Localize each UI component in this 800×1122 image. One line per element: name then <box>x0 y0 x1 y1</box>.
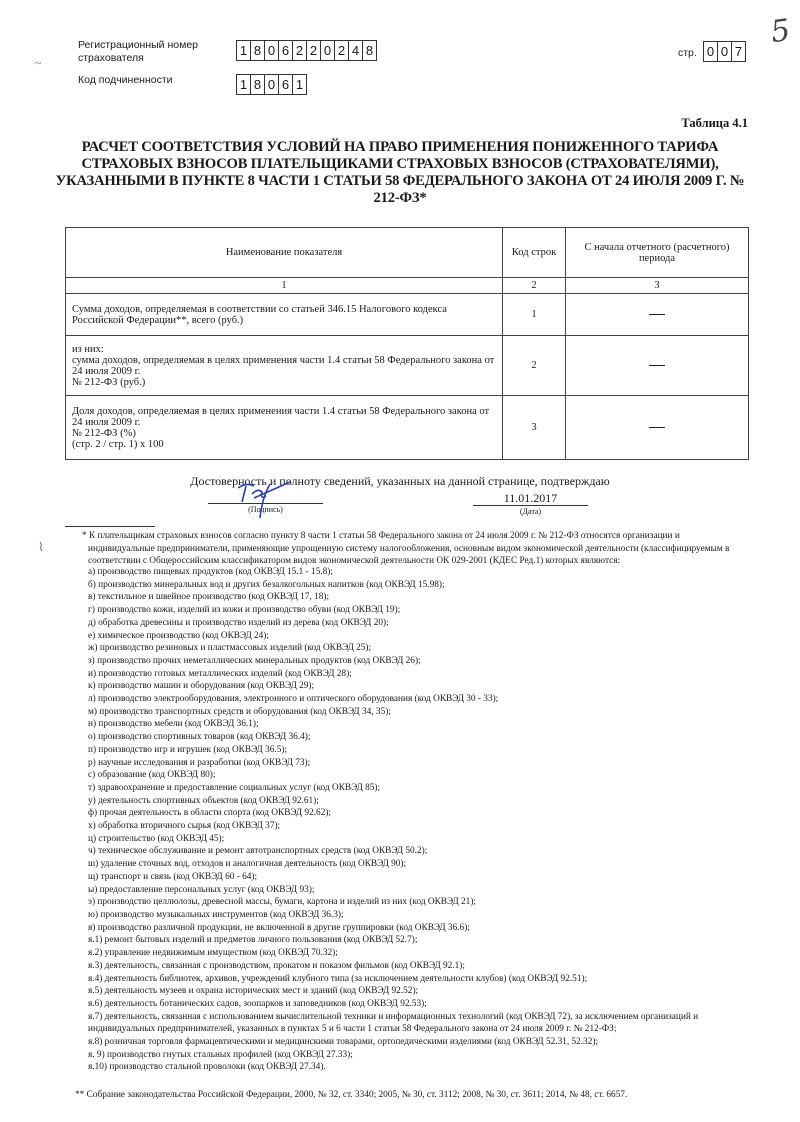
digit-cell: 1 <box>237 75 251 94</box>
okved-list-item: ф) прочая деятельность в области спорта (код ОКВЭД 92.62); <box>88 808 332 819</box>
table-row <box>66 396 749 460</box>
header-period-value: С начала отчетного (расчетного) периода <box>566 228 749 278</box>
footnote-secondary: ** Собрание законодательства Российской Федерации, 2000, № 32, ст. 3340; 2005, № 30, ст. 3112; 2008, № 30, ст. 3611; 2014, № 48, ст. 6657. <box>75 1090 628 1100</box>
okved-list-item: у) деятельность спортивных объектов (код ОКВЭД 92.61); <box>88 795 319 806</box>
okved-list-item: ц) строительство (код ОКВЭД 45); <box>88 833 225 844</box>
digit-cell: 2 <box>335 41 349 60</box>
digit-cell: 2 <box>307 41 321 60</box>
footnote-main: * К плательщикам страховых взносов согласно пункту 8 части 1 статьи 58 Федерального закона от 24 июля 2009 г. № 212-ФЗ относятся организации и индивидуальные предприниматели, применяющие упрощенную систему налогообложения, основным видом экономической деятельности (классифицируемым в соответствии с Общероссийским классификатором видов экономической деятельности ОК 029-2001 (КДЕС Ред.1) которых являются: <box>82 531 730 567</box>
row-2-value <box>566 336 749 396</box>
okved-list-item: я.7) деятельность, связанная с использованием вычислительной техники и информационных технологий (код ОКВЭД 72), за исключением организаций и индивидуальных предпринимателей, указанных в пунктах 5 и 6 части 1 статьи 58 Федерального закона от 24 июля 2009 г. № 212-ФЗ; <box>88 1011 699 1035</box>
column-number: 3 <box>566 278 749 294</box>
okved-list-item: д) обработка древесины и производство изделий из дерева (код ОКВЭД 20); <box>88 617 389 628</box>
table-column-numbers <box>66 278 749 294</box>
okved-list-item: о) производство спортивных товаров (код ОКВЭД 36.4); <box>88 732 311 743</box>
okved-list-item: я.1) ремонт бытовых изделий и предметов личного пользования (код ОКВЭД 52.7); <box>88 935 418 946</box>
okved-list-item: г) производство кожи, изделий из кожи и производство обуви (код ОКВЭД 19); <box>88 605 401 616</box>
okved-list-item: ж) производство резиновых и пластмассовых изделий (код ОКВЭД 25); <box>88 643 372 654</box>
reg-number-field <box>236 40 377 61</box>
okved-list-item: ч) техническое обслуживание и ремонт автотранспортных средств (код ОКВЭД 50.2); <box>88 846 428 857</box>
okved-list-item: т) здравоохранение и предоставление социальных услуг (код ОКВЭД 85); <box>88 782 381 793</box>
page-number-field <box>703 41 746 62</box>
footnote-separator <box>65 526 155 527</box>
row-2-name-line: сумма доходов, определяемая в целях применения части 1.4 статьи 58 Федерального закона от 24 июля 2009 г. <box>72 354 495 377</box>
signature-date: 11.01.2017 <box>503 491 558 505</box>
digit-cell: 0 <box>265 75 279 94</box>
row-3-name-line: Доля доходов, определяемая в целях применения части 1.4 статьи 58 Федерального закона от 24 июля 2009 г. <box>72 405 490 428</box>
row-2-name-line: № 212-ФЗ (руб.) <box>72 376 146 388</box>
date-caption: (Дата) <box>519 507 542 516</box>
handwritten-page-mark: 5 <box>768 12 793 51</box>
okved-list-item: я.4) деятельность библиотек, архивов, учреждений клубного типа (за исключением деятельности клубов) (код ОКВЭД 92.51); <box>88 973 588 984</box>
okved-list-item: б) производство минеральных вод и других безалкогольных напитков (код ОКВЭД 15.98); <box>88 579 445 590</box>
digit-cell: 0 <box>718 42 732 61</box>
column-number: 1 <box>66 278 503 294</box>
okved-list-item: к) производство машин и оборудования (код ОКВЭД 29); <box>88 681 315 692</box>
okved-list-item: м) производство транспортных средств и оборудования (код ОКВЭД 34, 35); <box>88 706 391 717</box>
row-2-name-line: из них: <box>72 343 104 355</box>
digit-cell: 8 <box>251 75 265 94</box>
okved-list-item: в) текстильное и швейное производство (код ОКВЭД 17, 18); <box>88 592 330 603</box>
row-1-code: 1 <box>503 294 566 336</box>
okved-list-item: щ) транспорт и связь (код ОКВЭД 60 - 64); <box>88 871 258 882</box>
page-label: стр. <box>678 47 697 59</box>
okved-list-item: л) производство электрооборудования, электронного и оптического оборудования (код ОКВЭД 30 - 33); <box>88 694 499 705</box>
digit-cell: 0 <box>265 41 279 60</box>
digit-cell: 6 <box>279 75 293 94</box>
column-number: 2 <box>503 278 566 294</box>
row-3-name-line: (стр. 2 / стр. 1) х 100 <box>72 438 164 450</box>
okved-list-item: и) производство готовых металлических изделий (код ОКВЭД 28); <box>88 668 352 679</box>
scan-mark: ⌇ <box>38 540 44 554</box>
digit-cell: 8 <box>365 43 374 58</box>
calculation-table <box>65 227 749 460</box>
okved-list-item: н) производство мебели (код ОКВЭД 36.1); <box>88 719 259 730</box>
row-1-value <box>566 294 749 336</box>
row-3-value <box>566 396 749 460</box>
document-title: РАСЧЕТ СООТВЕТСТВИЯ УСЛОВИЙ НА ПРАВО ПРИМЕНЕНИЯ ПОНИЖЕННОГО ТАРИФА СТРАХОВЫХ ВЗНОСОВ ПЛАТЕЛЬЩИКАМИ СТРАХОВЫХ ВЗНОСОВ (СТРАХОВАТЕЛЯМИ), УКАЗАННЫМИ В ПУНКТЕ 8 ЧАСТИ 1 СТАТЬИ 58 ФЕДЕРАЛЬНОГО ЗАКОНА ОТ 24 ИЮЛЯ 2009 Г. № 212-ФЗ* <box>55 139 745 206</box>
signature-caption: (Подпись) <box>248 505 283 514</box>
table-header-row <box>66 228 749 278</box>
okved-list-item: я.2) управление недвижимым имуществом (код ОКВЭД 70.32); <box>88 948 338 959</box>
row-3-code: 3 <box>503 396 566 460</box>
okved-list-item: я.8) розничная торговля фармацевтическими и медицинскими товарами, ортопедическими изделиями (код ОКВЭД 52.31, 52.32); <box>88 1037 599 1048</box>
okved-list-item: я.10) производство стальной проволоки (код ОКВЭД 27.34). <box>88 1062 326 1073</box>
table-row <box>66 336 749 396</box>
okved-list-item: с) образование (код ОКВЭД 80); <box>88 770 216 781</box>
header-indicator-name: Наименование показателя <box>66 228 503 278</box>
okved-list-item: х) обработка вторичного сырья (код ОКВЭД 37); <box>88 821 281 832</box>
header-row-code: Код строк <box>503 228 566 278</box>
scan-mark: ~ <box>35 56 42 70</box>
empty-value-dash <box>649 365 665 366</box>
okved-list-item: я.6) деятельность ботанических садов, зоопарков и заповедников (код ОКВЭД 92.53); <box>88 998 427 1009</box>
okved-list-item: п) производство игр и игрушек (код ОКВЭД 36.5); <box>88 744 288 755</box>
okved-list-item: р) научные исследования и разработки (код ОКВЭД 73); <box>88 757 311 768</box>
okved-list-item: э) производство целлюлозы, древесной массы, бумаги, картона и изделий из них (код ОКВЭД 21); <box>88 897 477 908</box>
reg-number-label: Регистрационный номер страхователя <box>78 39 198 64</box>
table-label: Таблица 4.1 <box>681 116 748 130</box>
row-2-name <box>66 336 503 396</box>
okved-list-item: я. 9) производство гнутых стальных профилей (код ОКВЭД 27.33); <box>88 1049 353 1060</box>
empty-value-dash <box>649 314 665 315</box>
digit-cell: 7 <box>734 44 743 59</box>
okved-list-item: я) производство различной продукции, не включенной в другие группировки (код ОКВЭД 36.6); <box>88 922 470 933</box>
digit-cell: 8 <box>251 41 265 60</box>
okved-list <box>88 566 748 1074</box>
digit-cell: 6 <box>279 41 293 60</box>
digit-cell: 0 <box>704 42 718 61</box>
signature-icon <box>232 478 292 520</box>
okved-list-item: а) производство пищевых продуктов (код ОКВЭД 15.1 - 15.8); <box>88 567 333 577</box>
row-3-name <box>66 396 503 460</box>
subordination-label: Код подчиненности <box>78 74 173 86</box>
okved-list-item: е) химическое производство (код ОКВЭД 24); <box>88 630 269 641</box>
confirmation-text: Достоверность и полноту сведений, указанных на данной странице, подтверждаю <box>190 474 610 488</box>
okved-list-item: ы) предоставление персональных услуг (код ОКВЭД 93); <box>88 884 315 895</box>
row-1-name: Сумма доходов, определяемая в соответствии со статьей 346.15 Налогового кодекса Российской Федерации**, всего (руб.) <box>66 294 503 336</box>
digit-cell: 1 <box>237 41 251 60</box>
digit-cell: 1 <box>295 77 304 92</box>
digit-cell: 2 <box>293 41 307 60</box>
row-2-code: 2 <box>503 336 566 396</box>
row-3-name-line: № 212-ФЗ (%) <box>72 427 136 439</box>
digit-cell: 4 <box>349 41 363 60</box>
table-row <box>66 294 749 336</box>
date-line <box>473 505 588 506</box>
okved-list-item: з) производство прочих неметаллических минеральных продуктов (код ОКВЭД 26); <box>88 655 421 666</box>
subordination-code-field <box>236 74 307 95</box>
okved-list-item: ш) удаление сточных вод, отходов и аналогичная деятельность (код ОКВЭД 90); <box>88 859 407 870</box>
okved-list-item: ю) производство музыкальных инструментов (код ОКВЭД 36.3); <box>88 909 344 920</box>
okved-list-item: я.5) деятельность музеев и охрана исторических мест и зданий (код ОКВЭД 92.52); <box>88 986 419 997</box>
empty-value-dash <box>649 427 665 428</box>
digit-cell: 0 <box>321 41 335 60</box>
okved-list-item: я.3) деятельность, связанная с производством, прокатом и показом фильмов (код ОКВЭД 92.1); <box>88 960 465 971</box>
